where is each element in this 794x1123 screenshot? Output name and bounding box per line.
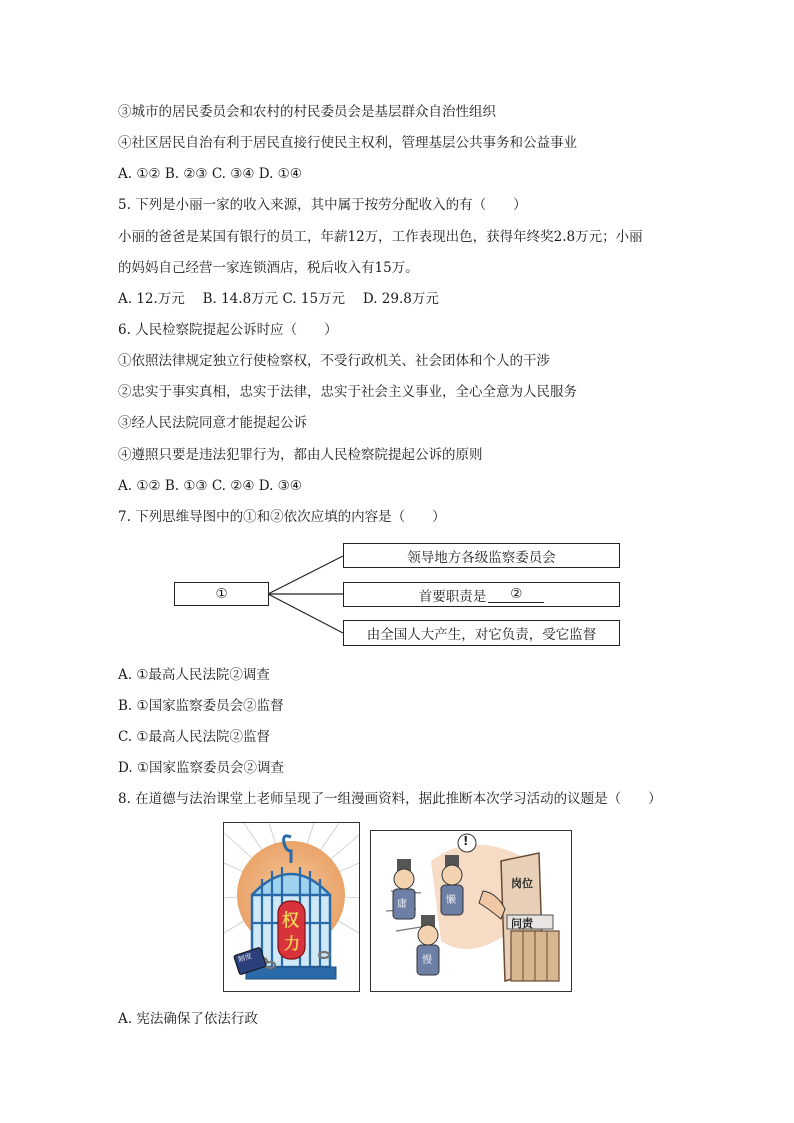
mind-map-root-box xyxy=(174,582,269,606)
q8-choice-a: A. 宪法确保了依法行政 xyxy=(118,1011,258,1027)
cage-label-top: 权 xyxy=(282,911,299,931)
q7-choice-a: A. ①最高人民法院②调查 xyxy=(118,667,270,683)
q6-option-1: ①依照法律规定独立行使检察权，不受行政机关、社会团体和个人的干涉 xyxy=(118,353,550,369)
figure-label-yong: 庸 xyxy=(397,899,407,910)
cartoon-power-in-cage xyxy=(223,822,360,992)
accountability-illustration xyxy=(371,831,571,991)
q5-text-line1: 小丽的爸爸是某国有银行的员工，年薪12万，工作表现出色，获得年终奖2.8万元；小丽 xyxy=(118,229,643,245)
cartoon-post-accountability xyxy=(370,830,572,992)
sign-label-post: 岗位 xyxy=(511,877,533,890)
q6-stem: 6. 人民检察院提起公诉时应（ ） xyxy=(118,322,338,338)
mind-map-root-label: ① xyxy=(215,586,228,602)
q5-choices: A. 12.万元 B. 14.8万元 C. 15万元 D. 29.8万元 xyxy=(118,291,439,307)
q6-option-3: ③经人民法院同意才能提起公诉 xyxy=(118,415,307,431)
q4-choices: A. ①② B. ②③ C. ③④ D. ①④ xyxy=(118,166,302,182)
q8-stem: 8. 在道德与法治课堂上老师呈现了一组漫画资料，据此推断本次学习活动的议题是（ ） xyxy=(118,791,662,807)
q7-choice-c: C. ①最高人民法院②监督 xyxy=(118,729,271,745)
q4-option-4: ④社区居民自治有利于居民直接行使民主权利，管理基层公共事务和公益事业 xyxy=(118,135,577,151)
cage-label-bottom: 力 xyxy=(284,934,301,953)
q7-stem: 7. 下列思维导图中的①和②依次应填的内容是（ ） xyxy=(118,509,446,525)
q4-option-3: ③城市的居民委员会和农村的村民委员会是基层群众自治性组织 xyxy=(118,104,496,120)
q7-choice-b: B. ①国家监察委员会②监督 xyxy=(118,698,284,714)
speech-bubble-exclamation: ! xyxy=(463,834,469,848)
q6-option-2: ②忠实于事实真相，忠实于法律，忠实于社会主义事业，全心全意为人民服务 xyxy=(118,384,577,400)
mind-map-branch-2-blank: ② xyxy=(488,586,544,603)
q5-stem: 5. 下列是小丽一家的收入来源，其中属于按劳分配收入的有（ ） xyxy=(118,197,527,213)
lock-label: 制度 xyxy=(237,952,253,964)
q6-option-4: ④遵照只要是违法犯罪行为，都由人民检察院提起公诉的原则 xyxy=(118,447,483,463)
figure-label-man: 慢 xyxy=(422,955,432,966)
q7-choice-d: D. ①国家监察委员会②调查 xyxy=(118,760,285,776)
q6-choices: A. ①② B. ①③ C. ②④ D. ③④ xyxy=(118,478,302,494)
sign-label-accountability: 问责 xyxy=(511,917,533,930)
mind-map-branch-3-label: 由全国人大产生，对它负责，受它监督 xyxy=(366,627,597,643)
mind-map-branch-2-prefix: 首要职责是 xyxy=(418,588,487,605)
mind-map-branch-2 xyxy=(343,582,620,607)
figure-label-lan: 懒 xyxy=(446,895,456,906)
mind-map-branch-1 xyxy=(343,543,620,568)
mind-map-branch-3 xyxy=(343,620,620,646)
q5-text-line2: 的妈妈自己经营一家连锁酒店，税后收入有15万。 xyxy=(118,260,419,276)
mind-map-branch-1-label: 领导地方各级监察委员会 xyxy=(407,549,556,566)
